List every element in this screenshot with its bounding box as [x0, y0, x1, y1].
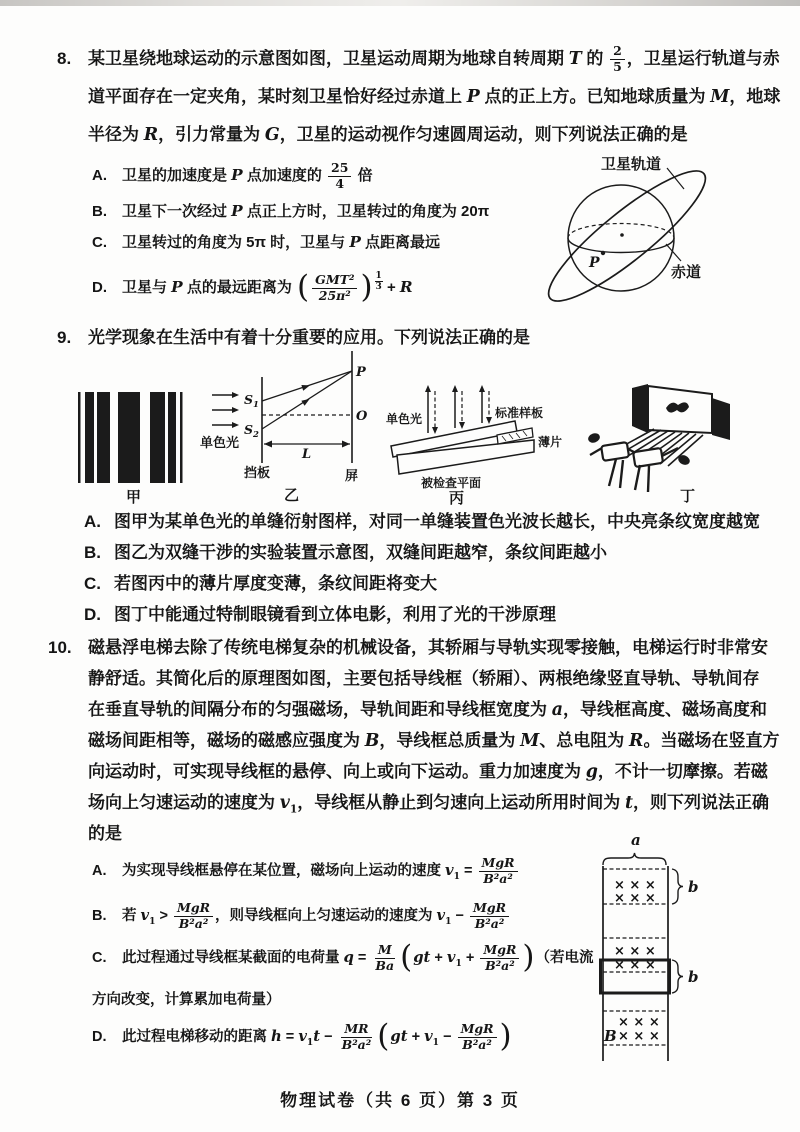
math-var: R [399, 278, 413, 296]
question-9-stem [88, 322, 780, 353]
checked-surface-label: 被检查平面 [421, 476, 482, 490]
fraction: $\frac{2}{5}$ [610, 44, 625, 75]
hand-left [587, 432, 601, 445]
distance-l-label: L [302, 447, 312, 462]
option-label: A. [84, 512, 101, 531]
option-label: B. [84, 543, 101, 562]
incident-light-arrows [212, 392, 239, 428]
figure-yi-caption: 乙 [284, 487, 300, 503]
barrier-label: 挡板 [244, 465, 271, 480]
scan-edge-artifact [0, 0, 800, 6]
width-a-brace [603, 853, 666, 865]
monochromatic-light-label: 单色光 [386, 412, 423, 426]
earth-sphere [568, 185, 674, 291]
equator-label: 赤道 [671, 264, 702, 281]
option-text: 此过程电梯移动的距离 $h = v_1t$ − $\frac{MR}{\text{B²a²}}$ ($gt + v_1$ − $\frac{\text{MgR}}{\text{B²a²}}$ ) [122, 1018, 512, 1055]
question-8-stem [88, 40, 780, 154]
option-text: 卫星下一次经过 P 点正上方时，卫星转过的角度为 20π [122, 202, 490, 220]
svg-text:× × ×: × × × [614, 891, 656, 906]
reflected-light-arrows [425, 385, 492, 434]
math-var: gt [413, 949, 431, 966]
slit-s2-label: $S_2$ [244, 422, 259, 440]
option-row [92, 1013, 593, 1061]
math-var: gt [390, 1028, 408, 1045]
height-b-label-top: b [688, 878, 699, 896]
fraction: $\frac{\text{MgR}}{\text{B²a²}}$ [470, 901, 509, 932]
math-var: $v_1$ [279, 793, 298, 816]
option-row [84, 568, 760, 599]
page-footer: 物理试卷（共 6 页）第 3 页 [280, 1091, 520, 1110]
option-row [92, 849, 593, 893]
ray1-arrowhead [301, 383, 310, 391]
option-row [92, 196, 489, 227]
option-label: C. [92, 950, 107, 966]
math-var: a [551, 700, 563, 720]
point-p-label: P [356, 365, 366, 380]
screen-right-panel [712, 398, 730, 440]
standard-template-label: 标准样板 [495, 406, 544, 420]
fraction: $\frac{\text{MgR}}{\text{B²a²}}$ [479, 856, 518, 887]
figure-ding-caption: 丁 [680, 488, 696, 504]
fraction: $\frac{\text{MgR}}{\text{B²a²}}$ [174, 901, 213, 932]
text-line: 磁悬浮电梯去除了传统电梯复杂的机械设备，其轿厢与导轨实现零接触，电梯运行时非常安 [88, 638, 768, 657]
option-row [84, 599, 760, 630]
math-var: M [520, 731, 540, 751]
question-8 [57, 40, 780, 154]
text-line: 向运动时，可实现导线框的悬停、向上或向下运动。重力加速度为 g，不计一切摩擦。若磁 [88, 762, 768, 782]
question-10-stem [88, 632, 780, 849]
satellite-orbit-ellipse [545, 155, 719, 317]
question-10-number: 10. [48, 637, 72, 657]
orbit-label: 卫星轨道 [601, 156, 662, 173]
math-var: P [231, 202, 243, 220]
math-var: $v_1$ [424, 1028, 440, 1048]
svg-text:× × ×: × × × [614, 958, 656, 973]
math-var: $v_1$ [446, 949, 462, 969]
text-line: 场向上匀速运动的速度为 $v_1$，导线框从静止到匀速向上运动所用时间为 t，则下列说法正确 [88, 793, 770, 816]
diffraction-bars [78, 392, 183, 483]
big-paren: ( [400, 939, 413, 976]
math-var: M [710, 87, 730, 107]
option-row [84, 506, 760, 537]
option-row [92, 227, 489, 258]
question-10 [48, 632, 780, 849]
math-var: B [364, 731, 380, 751]
fraction: $\frac{\text{MgR}}{\text{B²a²}}$ [480, 943, 519, 974]
option-text: 图乙为双缝干涉的实验装置示意图，双缝间距越窄，条纹间距越小 [114, 543, 607, 562]
maglev-elevator-figure [598, 828, 780, 1078]
big-paren: ) [499, 1018, 512, 1055]
option-label: D. [92, 1029, 107, 1045]
question-10-options [92, 849, 593, 1061]
math-var: h [271, 1028, 282, 1045]
diffraction-pattern-figure [68, 380, 208, 506]
thin-film-label: 薄片 [538, 435, 563, 449]
option-label: C. [92, 234, 107, 251]
big-paren: ( [297, 269, 310, 306]
math-var: $v_1$ [436, 907, 452, 927]
height-b-brace-top [672, 869, 683, 904]
point-p-dot [601, 251, 605, 255]
big-paren: ( [377, 1018, 390, 1055]
fraction: $\frac{MR}{\text{B²a²}}$ [341, 1020, 372, 1052]
width-a-label: a [631, 831, 641, 849]
option-label: A. [92, 863, 107, 879]
earth-center-dot [620, 233, 624, 237]
fraction: $\frac{\text{GMT²}}{\text{25π²}}$ [312, 273, 357, 304]
text-line: 光学现象在生活中有着十分重要的应用。下列说法正确的是 [88, 328, 530, 347]
field-b-label: B [604, 1027, 617, 1045]
option-text: 若 $v_1$ > $\frac{\text{MgR}}{\text{B²a²}}$ ，则导线框向上匀速运动的速度为 $v_1$ − $\frac{\text{MgR}}{\text{B²a²}}$ [122, 908, 511, 924]
option-text: 图丁中能通过特制眼镜看到立体电影，利用了光的干涉原理 [114, 605, 556, 624]
screen-label: 屏 [345, 468, 359, 483]
option-text: 图甲为某单色光的单缝衍射图样，对同一单缝装置色光波长越长，中央亮条纹宽度越宽 [114, 512, 760, 531]
option-text: 若图丙中的薄片厚度变薄，条纹间距将变大 [114, 574, 437, 593]
text-line: 半径为 R，引力常量为 G，卫星的运动视作匀速圆周运动，则下列说法正确的是 [88, 125, 688, 145]
option-row [92, 258, 489, 316]
option-label: B. [92, 908, 107, 924]
option-label: C. [84, 574, 101, 593]
math-var: $v_1$ [445, 862, 460, 882]
question-8-number: 8. [57, 49, 72, 68]
svg-text:× × ×: × × × [614, 878, 656, 893]
svg-text:× × ×: × × × [614, 944, 656, 959]
math-var: P [171, 278, 183, 296]
text-line: 磁场间距相等，磁场的磁感应强度为 B，导线框总质量为 M、总电阻为 R。当磁场在竖直方 [88, 731, 780, 751]
screen-left-panel [632, 384, 648, 433]
question-9 [57, 322, 780, 353]
option-label: A. [92, 167, 107, 184]
option-label: B. [92, 203, 107, 220]
math-var: $v_1$ [298, 1028, 314, 1048]
double-slit-figure [198, 345, 376, 503]
option-text: 卫星与 P 点的最远距离为 ( $\frac{\text{GMT²}}{\text{25π²}}$ ) $\frac{1}{3}$ + R [122, 269, 413, 306]
text-line: 静舒适。其简化后的原理图如图，主要包括导线框（轿厢）、两根绝缘竖直导轨、导轨间存 [88, 669, 760, 688]
math-var: G [264, 125, 280, 145]
option-text: 为实现导线框悬停在某位置，磁场向上运动的速度 $v_1$ = $\frac{\text{MgR}}{\text{B²a²}}$ [122, 863, 520, 879]
question-9-options [84, 506, 760, 630]
math-var: R [629, 731, 644, 751]
fraction: $\frac{25}{4}$ [328, 161, 351, 192]
big-paren: ) [522, 939, 535, 976]
height-b-brace-mid [672, 960, 683, 993]
option-text: 此过程通过导线框某截面的电荷量 q = $\frac{M}{Ba}$ ($gt + v_1$ + $\frac{\text{MgR}}{\text{B²a²}}$ )（若电流 方向改变，计算累加电荷量） [92, 939, 594, 1008]
math-var: q [343, 949, 354, 966]
height-b-label-mid: b [688, 968, 699, 986]
point-o-label: O [356, 409, 368, 424]
math-var: T [568, 49, 582, 69]
text-line: 在垂直导轨的间隔分布的匀强磁场，导轨间距和导线框宽度为 a，导线框高度、磁场高度和 [88, 700, 767, 720]
figure-jia-caption: 甲 [126, 489, 142, 506]
math-var: R [143, 125, 159, 145]
option-row [92, 154, 489, 196]
math-var: g [585, 762, 598, 782]
stereo-glasses-figure [582, 378, 797, 504]
option-text: 卫星转过的角度为 5π 时，卫星与 P 点距离最远 [122, 233, 441, 251]
figure-bing-caption: 丙 [449, 490, 465, 505]
slit-s1-label: $S_1$ [244, 392, 259, 410]
flatness-check-figure [385, 383, 567, 505]
fraction: $\frac{M}{Ba}$ [375, 941, 395, 973]
text-line: 的是 [88, 824, 122, 843]
option-label: D. [84, 605, 101, 624]
math-var: t [313, 1028, 321, 1045]
svg-text:× × ×: × × × [618, 1029, 660, 1044]
stereo-glasses [587, 432, 692, 492]
fraction: $\frac{\text{MgR}}{\text{B²a²}}$ [458, 1022, 497, 1053]
option-row [92, 939, 593, 1013]
option-row [84, 537, 760, 568]
svg-text:× × ×: × × × [618, 1015, 660, 1030]
text-line: 某卫星绕地球运动的示意图如图，卫星运动周期为地球自转周期 T 的 $\frac{2}{5}$ ，卫星运行轨道与赤 [88, 43, 780, 75]
point-p-label: P [589, 255, 600, 271]
fraction: $\frac{1}{3}$ [375, 271, 382, 293]
math-var: t [625, 793, 634, 813]
monochromatic-light-label: 单色光 [200, 435, 240, 450]
math-var: P [466, 87, 480, 107]
question-9-number: 9. [57, 327, 72, 347]
big-paren: ) [360, 269, 373, 306]
satellite-orbit-figure [545, 148, 790, 318]
option-text: 卫星的加速度是 P 点加速度的 $\frac{25}{4}$ 倍 [122, 159, 373, 191]
math-var: $v_1$ [140, 907, 156, 927]
question-8-options [92, 154, 489, 316]
text-line: 道平面存在一定夹角，某时刻卫星恰好经过赤道上 P 点的正上方。已知地球质量为 M，地球 [88, 87, 781, 107]
math-var: P [349, 233, 361, 251]
option-row [92, 893, 593, 939]
option-label: D. [92, 279, 107, 296]
math-var: P [231, 166, 243, 184]
